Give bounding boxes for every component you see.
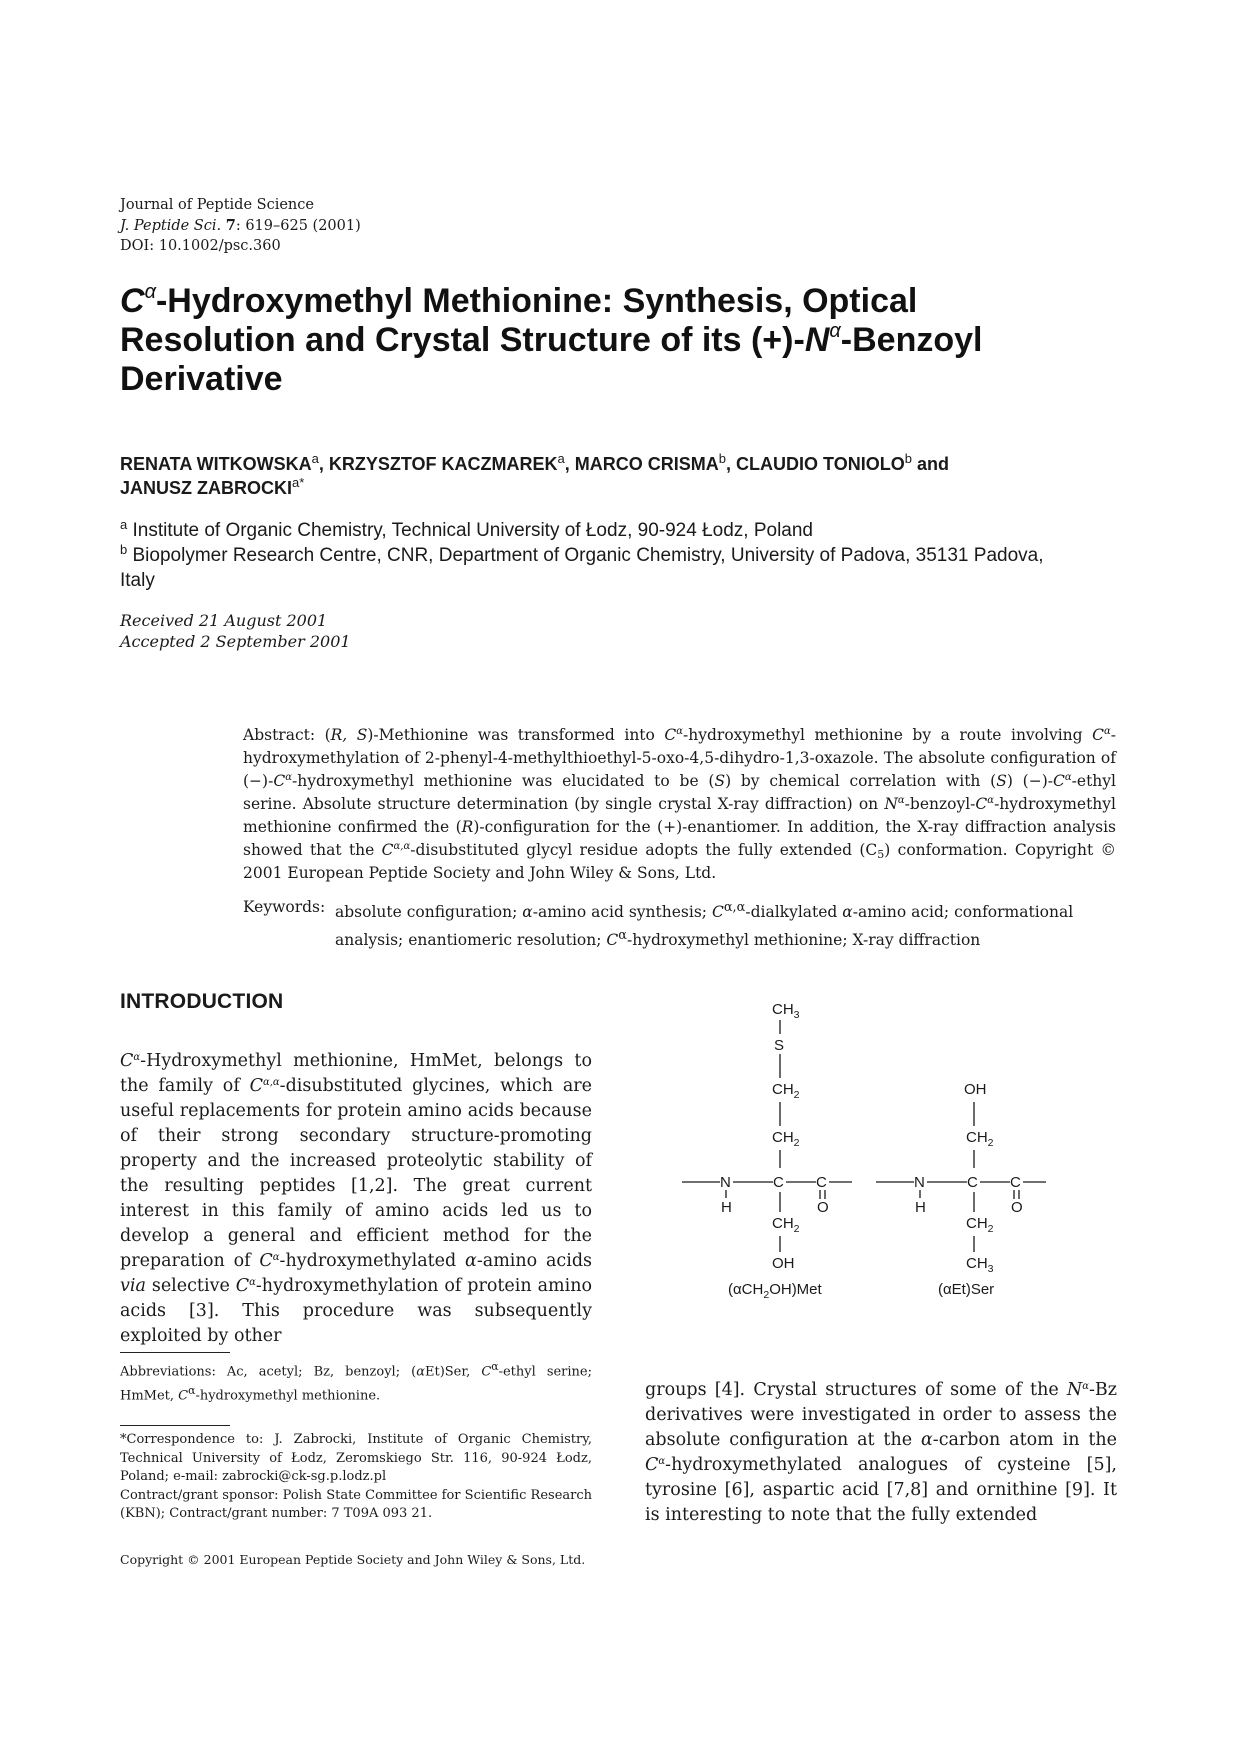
atom-ch2: $CH_2$: [966, 1215, 994, 1235]
atom-ch3: $CH_3$: [772, 1001, 800, 1021]
affiliation-b: $^b$ Biopolymer Research Centre, CNR, Department of Organic Chemistry, University of Padova, 35131 Padova, Italy: [120, 542, 1044, 591]
accepted-date: Accepted 2 September 2001: [120, 632, 351, 651]
atom-n: N: [720, 1174, 731, 1191]
correspondence-footnote: [120, 1431, 592, 1524]
chemical-structures-figure: [670, 990, 1090, 1320]
affiliation-a: $^a$ Institute of Organic Chemistry, Technical University of Łodz, 90-924 Łodz, Poland: [120, 517, 813, 541]
received-date: Received 21 August 2001: [120, 611, 328, 630]
journal-name: Journal of Peptide Science: [120, 197, 314, 213]
keywords-list: absolute configuration; α-amino acid synthesis; $C^{\alpha,\alpha}$-dialkylated α-amino acid; conformational analysis; enantiomeric resolution; $C^\alpha$-hydroxymethyl methionine; X-ray diffraction: [335, 900, 1074, 950]
structure-label-2: (αEt)Ser: [938, 1281, 995, 1298]
atom-n: N: [914, 1174, 925, 1191]
atom-o: O: [817, 1199, 829, 1216]
copyright-line: Copyright © 2001 European Peptide Society and John Wiley & Sons, Ltd.: [120, 1552, 586, 1567]
grant-text: Contract/grant sponsor: Polish State Committee for Scientific Research (KBN); Contract/grant number: 7 T09A 093 21.: [120, 1487, 592, 1521]
atom-ch2: $CH_2$: [772, 1129, 800, 1149]
atom-oh: OH: [964, 1081, 987, 1098]
footnote-rule: [120, 1425, 230, 1426]
atom-ch2: $CH_2$: [966, 1129, 994, 1149]
atom-h: H: [721, 1199, 732, 1216]
paper-title: $C^\alpha$-Hydroxymethyl Methionine: Synthesis, Optical Resolution and Crystal Structure of its $(+)-N^\alpha$-Benzoyl Derivative: [120, 281, 983, 398]
journal-header: [120, 195, 361, 257]
correspondence-text: *Correspondence to: J. Zabrocki, Institute of Organic Chemistry, Technical University of Łodz, Zeromskiego Str. 116, 90-924 Łodz, Poland; e-mail: zabrocki@ck-sg.p.lodz.pl: [120, 1432, 592, 1484]
atom-ch2: $CH_2$: [772, 1215, 800, 1235]
atom-ch3: $CH_3$: [966, 1255, 994, 1275]
affiliations: [120, 518, 1080, 593]
atom-h: H: [915, 1199, 926, 1216]
atom-c-carbonyl: C: [1010, 1174, 1021, 1191]
journal-doi: DOI: 10.1002/psc.360: [120, 238, 281, 254]
atom-s: S: [774, 1037, 785, 1054]
atom-c-alpha: C: [967, 1174, 978, 1191]
author-list: RENATA WITKOWSKA$^a$, KRZYSZTOF KACZMAREK$^a$, MARCO CRISMA$^b$, CLAUDIO TONIOLO$^b$ and JANUSZ $ZABROCKI^{a*}$: [120, 451, 949, 498]
footnote-rule: [120, 1352, 230, 1353]
abbreviations-footnote: Abbreviations: Ac, acetyl; Bz, benzoyl; (αEt)Ser, $C^\alpha$-ethyl serine; HmMet, $C^\alpha$-hydroxymethyl methionine.: [120, 1360, 592, 1404]
keywords: [243, 896, 1116, 952]
keywords-label: Keywords:: [243, 898, 326, 916]
structure-ethyl-serine: [876, 1081, 1046, 1298]
article-dates: [120, 610, 351, 652]
atom-c-alpha: C: [773, 1174, 784, 1191]
abstract: Abstract: (R, S)-Methionine was transformed into $C^\alpha$-hydroxymethyl methionine by a route involving $C^\alpha$-hydroxymethylation of 2-phenyl-4-methylthioethyl-5-oxo-4,5-dihydro-1,3-oxazole. The absolute configuration of $(-)-C^\alpha$-hydroxymethyl methionine was elucidated to be (S) by chemical correlation with (S) $(-)-C^\alpha$-ethyl serine. Absolute structure determination (by single crystal X-ray diffraction) on $N^\alpha-benzoyl-C^\alpha$-hydroxymethyl methionine confirmed the (R)-configuration for the (+)-enantiomer. In addition, the X-ray diffraction analysis showed that the $C^{\alpha,\alpha}$-disubstituted glycyl residue adopts the fully extended $(C_5)$ conformation. Copyright © 2001 European Peptide Society and John Wiley & Sons, Ltd.: [243, 726, 1117, 882]
journal-citation: J. Peptide Sci. 7: 619–625 (2001): [120, 216, 361, 234]
atom-oh: OH: [772, 1255, 795, 1272]
section-heading-introduction: INTRODUCTION: [120, 990, 284, 1013]
intro-paragraph-right: groups [4]. Crystal structures of some of the $N^\alpha-Bz$ derivatives were investigated in order to assess the absolute configuration at the α-carbon atom in the $C^\alpha$-hydroxymethylated analogues of cysteine [5], tyrosine [6], aspartic acid [7,8] and ornithine [9]. It is interesting to note that the fully extended: [645, 1380, 1117, 1525]
atom-o: O: [1011, 1199, 1023, 1216]
intro-paragraph-left: $C^\alpha$-Hydroxymethyl methionine, HmMet, belongs to the family of $C^{\alpha,\alpha}$-disubstituted glycines, which are useful replacements for protein amino acids because of their strong secondary structure-promoting property and the increased proteolytic stability of the resulting peptides [1,2]. The great current interest in this family of amino acids led us to develop a general and efficient method for the preparation of $C^\alpha$-hydroxymethylated α-amino acids via selective $C^\alpha$-hydroxymethylation of protein amino acids [3]. This procedure was subsequently exploited by other: [120, 1051, 593, 1346]
atom-ch2: $CH_2$: [772, 1081, 800, 1101]
structure-hydroxymethyl-methionine: [682, 1001, 852, 1301]
structure-label-1: (αCH$_2$OH)Met: [728, 1281, 822, 1301]
atom-c-carbonyl: C: [816, 1174, 827, 1191]
